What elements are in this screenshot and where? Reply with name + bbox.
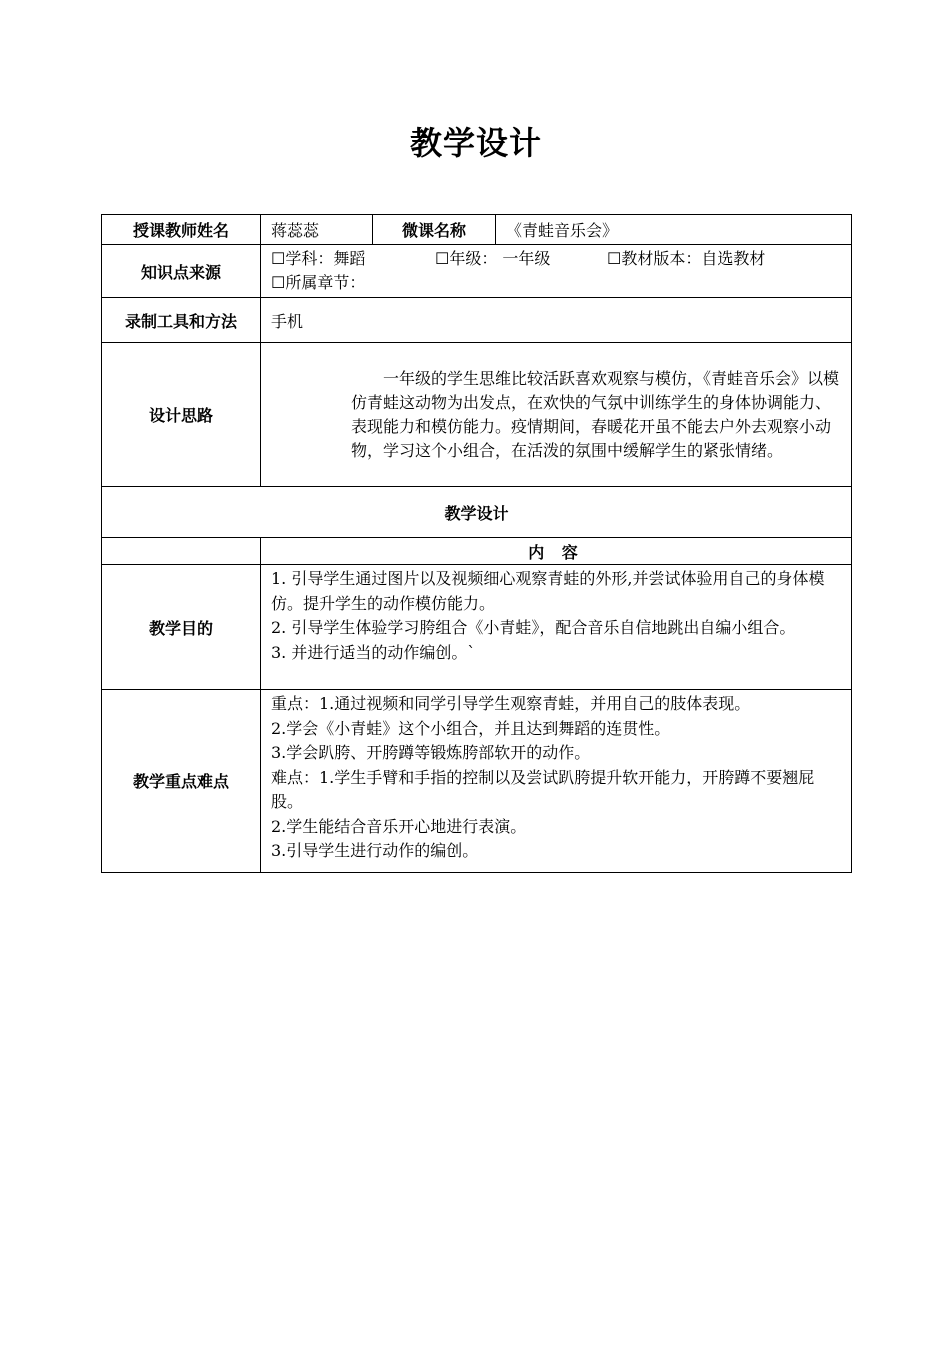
lesson-design-table <box>101 214 852 873</box>
keypoint-item: 重点：1.通过视频和同学引导学生观察青蛙，并用自己的肢体表现。 <box>271 694 751 713</box>
source-details <box>261 245 852 298</box>
source-subject: ☐学科：舞蹈 <box>271 249 366 268</box>
page-title: 教学设计 <box>409 124 542 162</box>
tools-value: 手机 <box>261 298 852 343</box>
thinking-text: 一年级的学生思维比较活跃喜欢观察与模仿，《青蛙音乐会》以模仿青蛙这动物为出发点，在欢快的气氛中训练学生的身体协调能力、表现能力和模仿能力。疫情期间，春暖花开虽不能去户外去观察小动物，学习这个小组合，在活泼的氛围中缓解学生的紧张情绪。 <box>261 343 852 487</box>
keypoint-item: 2.学会《小青蛙》这个小组合，并且达到舞蹈的连贯性。 <box>271 718 671 738</box>
content-header-row <box>102 538 852 565</box>
objective-item: 3. 并进行适当的动作编创。` <box>271 642 476 662</box>
objectives-label: 教学目的 <box>102 565 261 690</box>
objective-item: 1. 引导学生通过图片以及视频细心观察青蛙的外形,并尝试体验用自己的身体模仿。提升学生的动作模仿能力。 <box>271 569 825 613</box>
teacher-name: 蒋蕊蕊 <box>261 215 373 245</box>
section-title: 教学设计 <box>102 487 852 538</box>
teacher-label: 授课教师姓名 <box>102 215 261 245</box>
keypoint-item: 3.引导学生进行动作的编创。 <box>271 841 479 860</box>
keypoints-content <box>261 690 852 873</box>
source-edition: ☐教材版本：自选教材 <box>607 249 766 268</box>
tools-row <box>102 298 852 343</box>
keypoints-label: 教学重点难点 <box>102 690 261 873</box>
source-label: 知识点来源 <box>102 245 261 298</box>
objective-item: 2. 引导学生体验学习胯组合《小青蛙》，配合音乐自信地跳出自编小组合。 <box>271 618 796 637</box>
keypoints-row <box>102 690 852 873</box>
thinking-label: 设计思路 <box>102 343 261 487</box>
thinking-row <box>102 343 852 487</box>
source-chapter: ☐所属章节： <box>271 273 366 292</box>
course-label: 微课名称 <box>373 215 496 245</box>
teacher-row <box>102 215 852 245</box>
keypoint-item: 2.学生能结合音乐开心地进行表演。 <box>271 816 527 836</box>
tools-label: 录制工具和方法 <box>102 298 261 343</box>
content-header-blank <box>102 538 261 565</box>
keypoint-item: 难点：1.学生手臂和手指的控制以及尝试趴胯提升软开能力，开胯蹲不要翘屁股。 <box>271 767 815 811</box>
source-row <box>102 245 852 298</box>
course-name: 《青蛙音乐会》 <box>496 215 852 245</box>
source-grade: ☐年级： 一年级 <box>435 249 551 268</box>
content-header: 内 容 <box>261 538 852 565</box>
objectives-content <box>261 565 852 690</box>
section-row <box>102 487 852 538</box>
keypoint-item: 3.学会趴胯、开胯蹲等锻炼胯部软开的动作。 <box>271 743 591 762</box>
objectives-row <box>102 565 852 690</box>
